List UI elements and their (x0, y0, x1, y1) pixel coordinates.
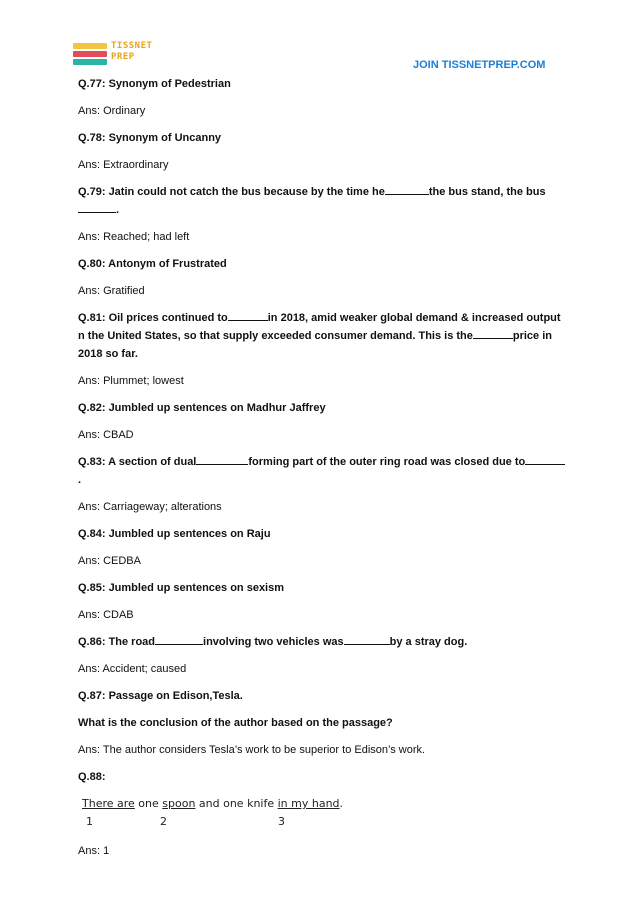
answer-88: Ans: 1 (78, 845, 110, 857)
sentence-segment-1: There are (82, 797, 135, 810)
sentence-text: and one knife (195, 797, 278, 810)
logo-bar-yellow (73, 43, 107, 49)
answer-80: Ans: Gratified (78, 285, 145, 297)
question-85: Q.85: Jumbled up sentences on sexism (78, 582, 285, 594)
logo-text-line2: PREP (111, 52, 135, 62)
question-83-part3: . (78, 474, 82, 486)
question-88: Q.88: (78, 771, 106, 783)
answer-84: Ans: CEDBA (78, 555, 141, 567)
blank (525, 454, 565, 465)
logo-bar-teal (73, 59, 107, 65)
question-79-part1: Q.79: Jatin could not catch the bus because by the time he (78, 186, 385, 198)
sentence-segment-2: spoon (162, 797, 196, 810)
answer-85: Ans: CDAB (78, 609, 134, 621)
question-81-part2: in 2018, amid weaker global demand & increased output n the United States, so that supply exceeded consumer demand. This is the (78, 312, 561, 342)
question-79 (78, 183, 568, 219)
segment-number-1: 1 (86, 815, 93, 828)
logo-bar-red (73, 51, 107, 57)
question-81-part1: Q.81: Oil prices continued to (78, 312, 228, 324)
question-86-part1: Q.86: The road (78, 636, 156, 648)
logo-text-line1: TISSNET (111, 41, 153, 51)
question-83-part1: Q.83: A section of dual (78, 456, 197, 468)
sentence-segment-3: in my hand (277, 797, 340, 810)
tissnet-prep-logo (73, 40, 153, 70)
answer-87: Ans: The author considers Tesla’s work to be superior to Edison’s work. (78, 744, 426, 756)
answer-78: Ans: Extraordinary (78, 159, 169, 171)
question-86-part2: involving two vehicles was (203, 636, 344, 648)
blank (228, 310, 268, 321)
answer-83: Ans: Carriageway; alterations (78, 501, 222, 513)
question-84: Q.84: Jumbled up sentences on Raju (78, 528, 271, 540)
question-86 (78, 633, 568, 651)
sentence-text: one (134, 797, 163, 810)
question-83 (78, 453, 568, 489)
segment-number-3: 3 (278, 815, 285, 828)
blank (473, 328, 513, 339)
blank (196, 454, 248, 465)
blank (385, 184, 429, 195)
blank (155, 634, 203, 645)
question-82: Q.82: Jumbled up sentences on Madhur Jaffrey (78, 402, 326, 414)
blank (344, 634, 390, 645)
question-83-part2: forming part of the outer ring road was closed due to (248, 456, 526, 468)
question-81-part3: price in 2018 so far. (78, 330, 552, 360)
question-79-part3: . (116, 204, 120, 216)
answer-79: Ans: Reached; had left (78, 231, 190, 243)
question-86-part3: by a stray dog. (389, 636, 468, 648)
answer-77: Ans: Ordinary (78, 105, 146, 117)
question-78: Q.78: Synonym of Uncanny (78, 132, 222, 144)
sentence-text: . (339, 797, 344, 810)
question-79-part2: the bus stand, the bus (428, 186, 546, 198)
answer-86: Ans: Accident; caused (78, 663, 187, 675)
join-link[interactable]: JOIN TISSNETPREP.COM (413, 59, 546, 71)
blank (78, 202, 116, 213)
question-87: Q.87: Passage on Edison,Tesla. (78, 690, 243, 702)
question-87-prompt: What is the conclusion of the author based on the passage? (78, 717, 393, 729)
question-88-image (80, 795, 568, 831)
question-81 (78, 309, 568, 363)
question-80: Q.80: Antonym of Frustrated (78, 258, 227, 270)
answer-82: Ans: CBAD (78, 429, 134, 441)
question-88-sentence (82, 795, 343, 813)
question-list (78, 75, 568, 869)
answer-81: Ans: Plummet; lowest (78, 375, 184, 387)
segment-number-2: 2 (160, 815, 167, 828)
question-77: Q.77: Synonym of Pedestrian (78, 78, 231, 90)
